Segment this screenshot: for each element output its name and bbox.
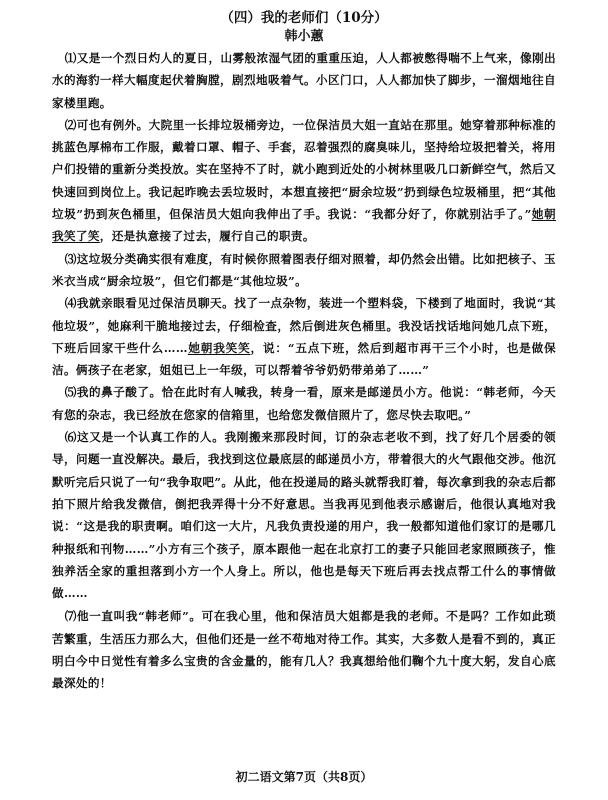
paragraph-7: ⑺他一直叫我“韩老师”。可在我心里，他和保洁员大姐都是我的老师。不是吗？工作如此琐苦繁重，生活压力那么大，但他们还是一丝不苟地对待工作。其实，大多数人是看不到的，真正明白今中日觉性有着多么宝贵的含金量的，能有几人？我真想给他们鞠个九十度大躬，发自心底最深处的！ xyxy=(52,609,556,691)
underlined-phrase-1: 她朝我笑了笑 xyxy=(52,207,557,244)
paragraph-6: ⑹这又是一个认真工作的人。我刚搬来那段时间，订的杂志老收不到，找了好几个居委的领导，问题一直没解决。最后，我找到这位最底层的邮递员小方，带着很大的火气跟他交涉。他沉默听完后只说了一句“我争取吧”。从此，他在投递局的路头就帮我盯着，每次拿到我的杂志后都拍下照片给我发微信，倒把我弄得十分不好意思。当我再见到他表示感谢后，他很认真地对我说：“这是我的职责啊。咱们这一大片，凡我负责投递的用户，我一般都知道他们家订的是哪几种报纸和刊物……”小方有三个孩子，原本跟他一起在北京打工的妻子只能回老家照顾孩子，惟独养活全家的重担落到小方一个人身上。所以，他也是每天下班后再去找点帮工什么的事情做做…… xyxy=(52,430,556,601)
paragraph-2-text-a: ⑵可也有例外。大院里一长排垃圾桶旁边，一位保洁员大姐一直站在那里。她穿着那种标准的挑蓝色厚棉布工作服，戴着口罩、帽子、手套，忍着强烈的腐臭味儿，坚持给垃圾把着关，将用户们投错的重新分类投放。实在坚持不了时，就小跑到近处的小树林里吸几口新鲜空气，然后又快速回到岗位上。我记起昨晚去丢垃圾时，本想直接把“厨余垃圾”扔到绿色垃圾桶里，把“其他垃圾”扔到灰色桶里，但保洁员大姐向我伸出了手。我说：“我都分好了，你就别沾手了。” xyxy=(52,117,556,222)
underlined-phrase-2: 她朝我笑笑 xyxy=(187,340,251,355)
paragraph-2 xyxy=(52,114,556,248)
section-title: （四）我的老师们（10分） xyxy=(220,10,388,26)
paragraph-3: ⑶这垃圾分类确实很有难度，有时候你照着图表仔细对照着，却仍然会出错。比如把核子、玉米衣当成“厨余垃圾”，但它们都是“其他垃圾”。 xyxy=(52,251,556,288)
paragraph-4-text-c: ，说：“五点下班，然后到超市再干三个小时，也是做保洁。俩孩子在老家，姐姐已上一年级，可以帮着爷爷奶奶带弟弟了……” xyxy=(52,340,557,378)
paragraph-1: ⑴又是一个烈日灼人的夏日，山雾般浓湿气团的重重压迫，人人都被憋得喘不上气来，像刚出水的海豹一样大幅度起伏着胸膛，剧烈地吸着气。小区门口，人人都加快了脚步，一溜烟地往自家楼里跑。 xyxy=(52,51,556,110)
paragraph-4-text-a: ⑷我就亲眼看见过保洁员聊天。找了一点杂物，装进一个塑料袋，下楼到了地面时，我说“其他垃圾”，她麻利干脆地接过去，仔细检查，然后倒进灰色桶里。我没话找话地问她几点下班，下班后回家干些什么…… xyxy=(52,296,556,355)
paragraph-5: ⑸我的鼻子酸了。恰在此时有人喊我，转身一看，原来是邮递员小方。他说：“韩老师，今天有您的杂志，我已经放在您家的信箱里，也给您发微信照片了，您尽快去取吧。” xyxy=(52,385,556,422)
paragraph-4 xyxy=(52,292,556,381)
paragraph-2-text-c: ，还是执意接了过去，履行自己的职责。 xyxy=(99,229,315,244)
page-footer: 初二语文第7页（共8页） xyxy=(235,770,373,784)
article-author: 韩小蕙 xyxy=(284,29,324,44)
